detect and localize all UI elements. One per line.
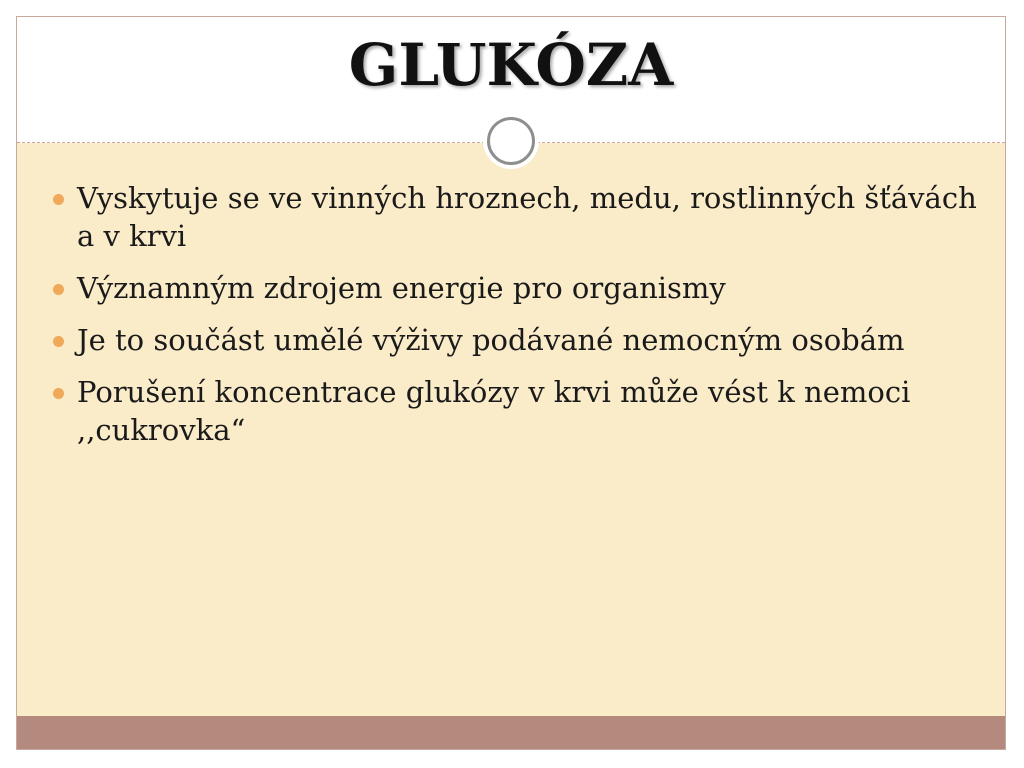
- footer-bar: [17, 716, 1005, 750]
- bullet-text: Je to součást umělé výživy podávané nemocným osobám: [77, 323, 905, 357]
- bullet-item: [47, 179, 977, 255]
- bullet-item: [47, 373, 977, 449]
- bullet-item: [47, 321, 977, 359]
- bullet-text: Významným zdrojem energie pro organismy: [77, 271, 726, 305]
- bullet-item: [47, 269, 977, 307]
- bullet-text: Porušení koncentrace glukózy v krvi může vést k nemoci ,,cukrovka“: [77, 375, 911, 447]
- bullet-text: Vyskytuje se ve vinných hroznech, medu, rostlinných šťávách a v krvi: [77, 181, 977, 253]
- circle-ornament-icon: [487, 117, 535, 165]
- bullet-dot-icon: [53, 284, 64, 295]
- bullet-dot-icon: [53, 388, 64, 399]
- bullet-list: [47, 179, 977, 463]
- slide-frame: [16, 16, 1006, 750]
- slide-title: GLUKÓZA: [348, 31, 674, 99]
- bullet-dot-icon: [53, 336, 64, 347]
- bullet-dot-icon: [53, 194, 64, 205]
